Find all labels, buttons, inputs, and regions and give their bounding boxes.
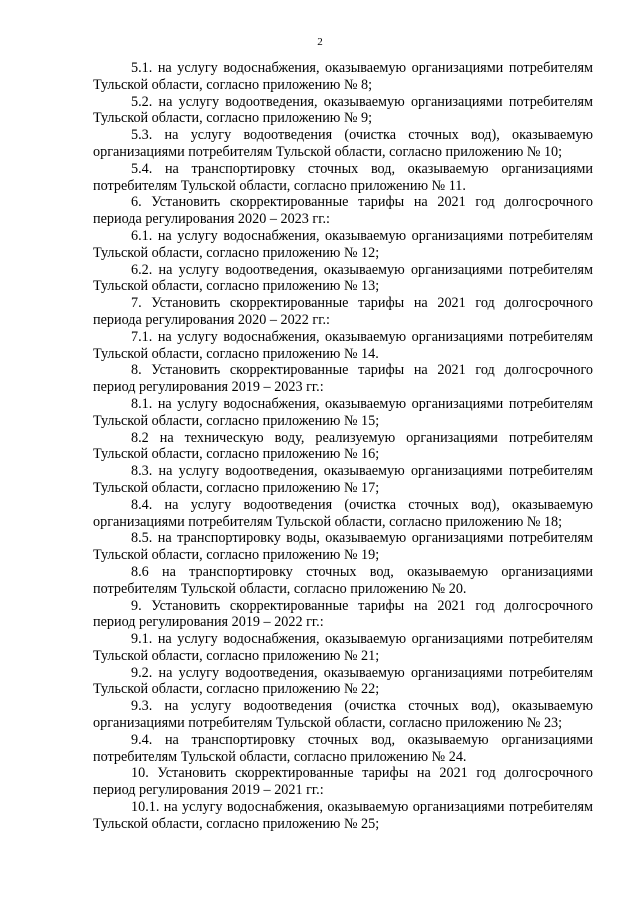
paragraph-10: 10. Установить скорректированные тарифы на 2021 год долгосрочного период регулирования 2019 – 2021 гг.:	[93, 765, 593, 799]
paragraph-7: 7. Установить скорректированные тарифы на 2021 год долгосрочного периода регулирования 2020 – 2022 гг.:	[93, 295, 593, 328]
paragraph-8-3: 8.3. на услугу водоотведения, оказываемую организациями потребителям Тульской области, согласно приложению № 17;	[93, 463, 593, 496]
paragraph-9-3: 9.3. на услугу водоотведения (очистка сточных вод), оказываемую организациями потребителям Тульской области, согласно приложению № 23;	[93, 698, 593, 732]
page-number: 2	[317, 36, 323, 48]
paragraph-8: 8. Установить скорректированные тарифы на 2021 год долгосрочного период регулирования 2019 – 2023 гг.:	[93, 362, 593, 396]
paragraph-8-1: 8.1. на услугу водоснабжения, оказываемую организациями потребителям Тульской области, согласно приложению № 15;	[93, 395, 593, 429]
paragraph-5-1: 5.1. на услугу водоснабжения, оказываемую организациями потребителям Тульской области, согласно приложению № 8;	[93, 60, 593, 93]
paragraph-9-2: 9.2. на услугу водоотведения, оказываемую организациями потребителям Тульской области, согласно приложению № 22;	[93, 664, 593, 698]
paragraph-9-4: 9.4. на транспортировку сточных вод, оказываемую организациями потребителям Тульской области, согласно приложению № 24.	[93, 731, 593, 765]
paragraph-5-3: 5.3. на услугу водоотведения (очистка сточных вод), оказываемую организациями потребителям Тульской области, согласно приложению № 10;	[93, 127, 593, 160]
paragraph-8-5: 8.5. на транспортировку воды, оказываемую организациями потребителям Тульской области, согласно приложению № 19;	[93, 530, 593, 564]
paragraph-6-2: 6.2. на услугу водоотведения, оказываемую организациями потребителям Тульской области, согласно приложению № 13;	[93, 261, 593, 295]
paragraph-10-1: 10.1. на услугу водоснабжения, оказываемую организациями потребителям Тульской области, согласно приложению № 25;	[93, 799, 593, 832]
paragraph-5-4: 5.4. на транспортировку сточных вод, оказываемую организациями потребителям Тульской области, согласно приложению № 11.	[93, 160, 593, 194]
paragraph-8-6: 8.6 на транспортировку сточных вод, оказываемую организациями потребителям Тульской области, согласно приложению № 20.	[93, 563, 593, 597]
paragraph-9: 9. Установить скорректированные тарифы на 2021 год долгосрочного период регулирования 2019 – 2022 гг.:	[93, 597, 593, 631]
paragraph-6: 6. Установить скорректированные тарифы на 2021 год долгосрочного периода регулирования 2020 – 2023 гг.:	[93, 194, 593, 228]
paragraph-9-1: 9.1. на услугу водоснабжения, оказываемую организациями потребителям Тульской области, согласно приложению № 21;	[93, 631, 593, 664]
document-body	[93, 60, 593, 833]
paragraph-7-1: 7.1. на услугу водоснабжения, оказываемую организациями потребителям Тульской области, согласно приложению № 14.	[93, 328, 593, 362]
paragraph-8-4: 8.4. на услугу водоотведения (очистка сточных вод), оказываемую организациями потребителям Тульской области, согласно приложению № 18;	[93, 496, 593, 530]
paragraph-5-2: 5.2. на услугу водоотведения, оказываемую организациями потребителям Тульской области, согласно приложению № 9;	[93, 93, 593, 127]
paragraph-6-1: 6.1. на услугу водоснабжения, оказываемую организациями потребителям Тульской области, согласно приложению № 12;	[93, 227, 593, 261]
paragraph-8-2: 8.2 на техническую воду, реализуемую организациями потребителям Тульской области, согласно приложению № 16;	[93, 429, 593, 463]
